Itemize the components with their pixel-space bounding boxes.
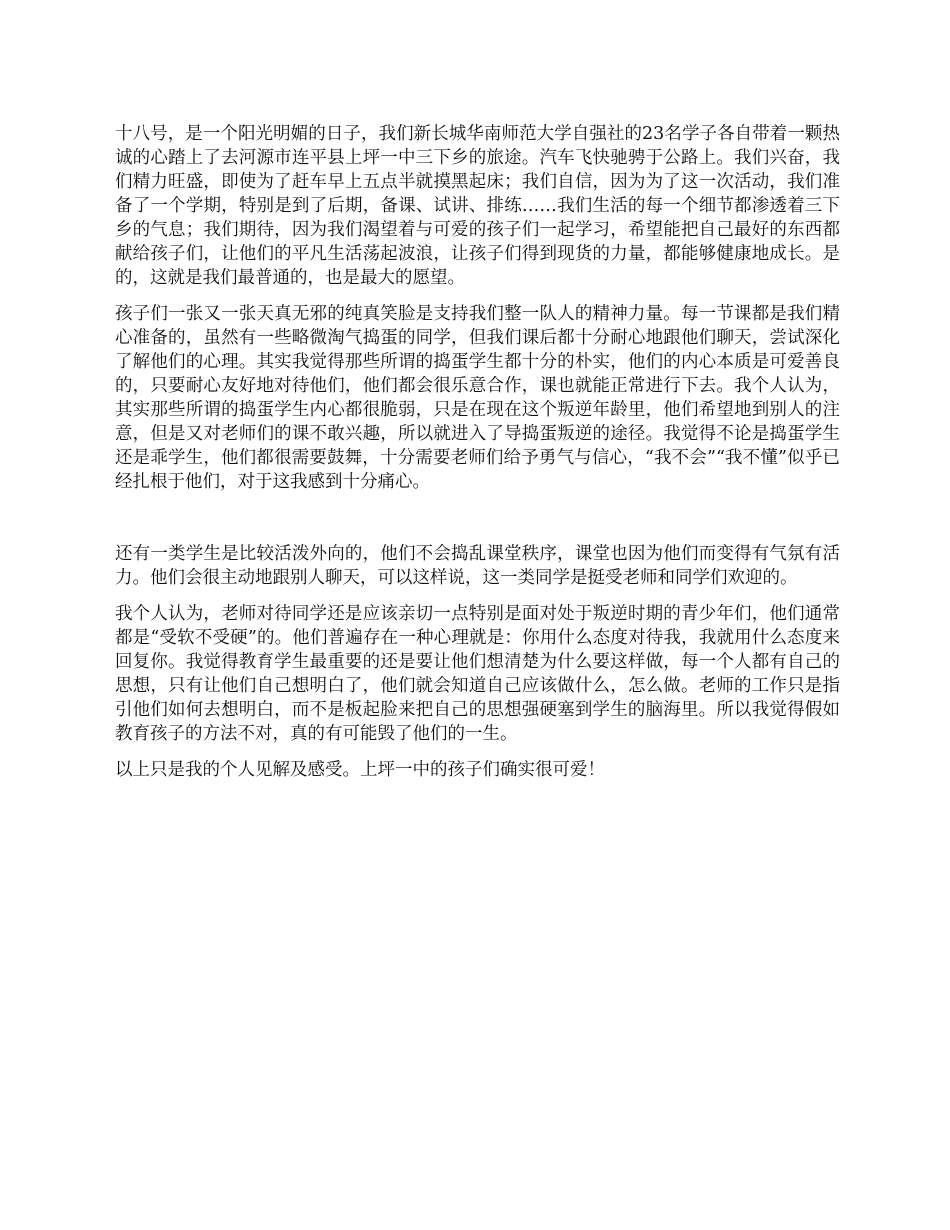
- paragraph-spacer: [115, 506, 840, 542]
- paragraph-3: 还有一类学生是比较活泼外向的，他们不会捣乱课堂秩序，课堂也因为他们而变得有气氛有活力。他们会很主动地跟别人聊天，可以这样说，这一类同学是挺受老师和同学们欢迎的。: [115, 544, 840, 588]
- paragraph-5: 以上只是我的个人见解及感受。上坪一中的孩子们确实很可爱！: [115, 760, 605, 780]
- paragraph-2: 孩子们一张又一张天真无邪的纯真笑脸是支持我们整一队人的精神力量。每一节课都是我们精心准备的，虽然有一些略微淘气捣蛋的同学，但我们课后都十分耐心地跟他们聊天，尝试深化了解他们的心理。其实我觉得那些所谓的捣蛋学生都十分的朴实，他们的内心本质是可爱善良的，只要耐心友好地对待他们，他们都会很乐意合作，课也就能正常进行下去。我个人认为，其实那些所谓的捣蛋学生内心都很脆弱，只是在现在这个叛逆年龄里，他们希望地到别人的注意，但是又对老师们的课不敢兴趣，所以就进入了导捣蛋叛逆的途径。我觉得不论是捣蛋学生还是乖学生，他们都很需要鼓舞，十分需要老师们给予勇气与信心，“我不会”“我不懂”似乎已经扎根于他们，对于这我感到十分痛心。: [115, 304, 840, 492]
- document-body: [115, 122, 840, 794]
- paragraph-4: 我个人认为，老师对待同学还是应该亲切一点特别是面对处于叛逆时期的青少年们，他们通常都是“受软不受硬”的。他们普遍存在一种心理就是：你用什么态度对待我，我就用什么态度来回复你。我觉得教育学生最重要的还是要让他们想清楚为什么要这样做，每一个人都有自己的思想，只有让他们自己想明白了，他们就会知道自己应该做什么，怎么做。老师的工作只是指引他们如何去想明白，而不是板起脸来把自己的思想强硬塞到学生的脑海里。所以我觉得假如教育孩子的方法不对，真的有可能毁了他们的一生。: [115, 604, 840, 744]
- paragraph-1: 十八号，是一个阳光明媚的日子，我们新长城华南师范大学自强社的23名学子各自带着一颗热诚的心踏上了去河源市连平县上坪一中三下乡的旅途。汽车飞快驰骋于公路上。我们兴奋，我们精力旺盛，即使为了赶车早上五点半就摸黑起床；我们自信，因为为了这一次活动，我们准备了一个学期，特别是到了后期，备课、试讲、排练……我们生活的每一个细节都渗透着三下乡的气息；我们期待，因为我们渴望着与可爱的孩子们一起学习，希望能把自己最好的东西都献给孩子们，让他们的平凡生活荡起波浪，让孩子们得到现货的力量，都能够健康地成长。是的，这就是我们最普通的，也是最大的愿望。: [115, 124, 840, 288]
